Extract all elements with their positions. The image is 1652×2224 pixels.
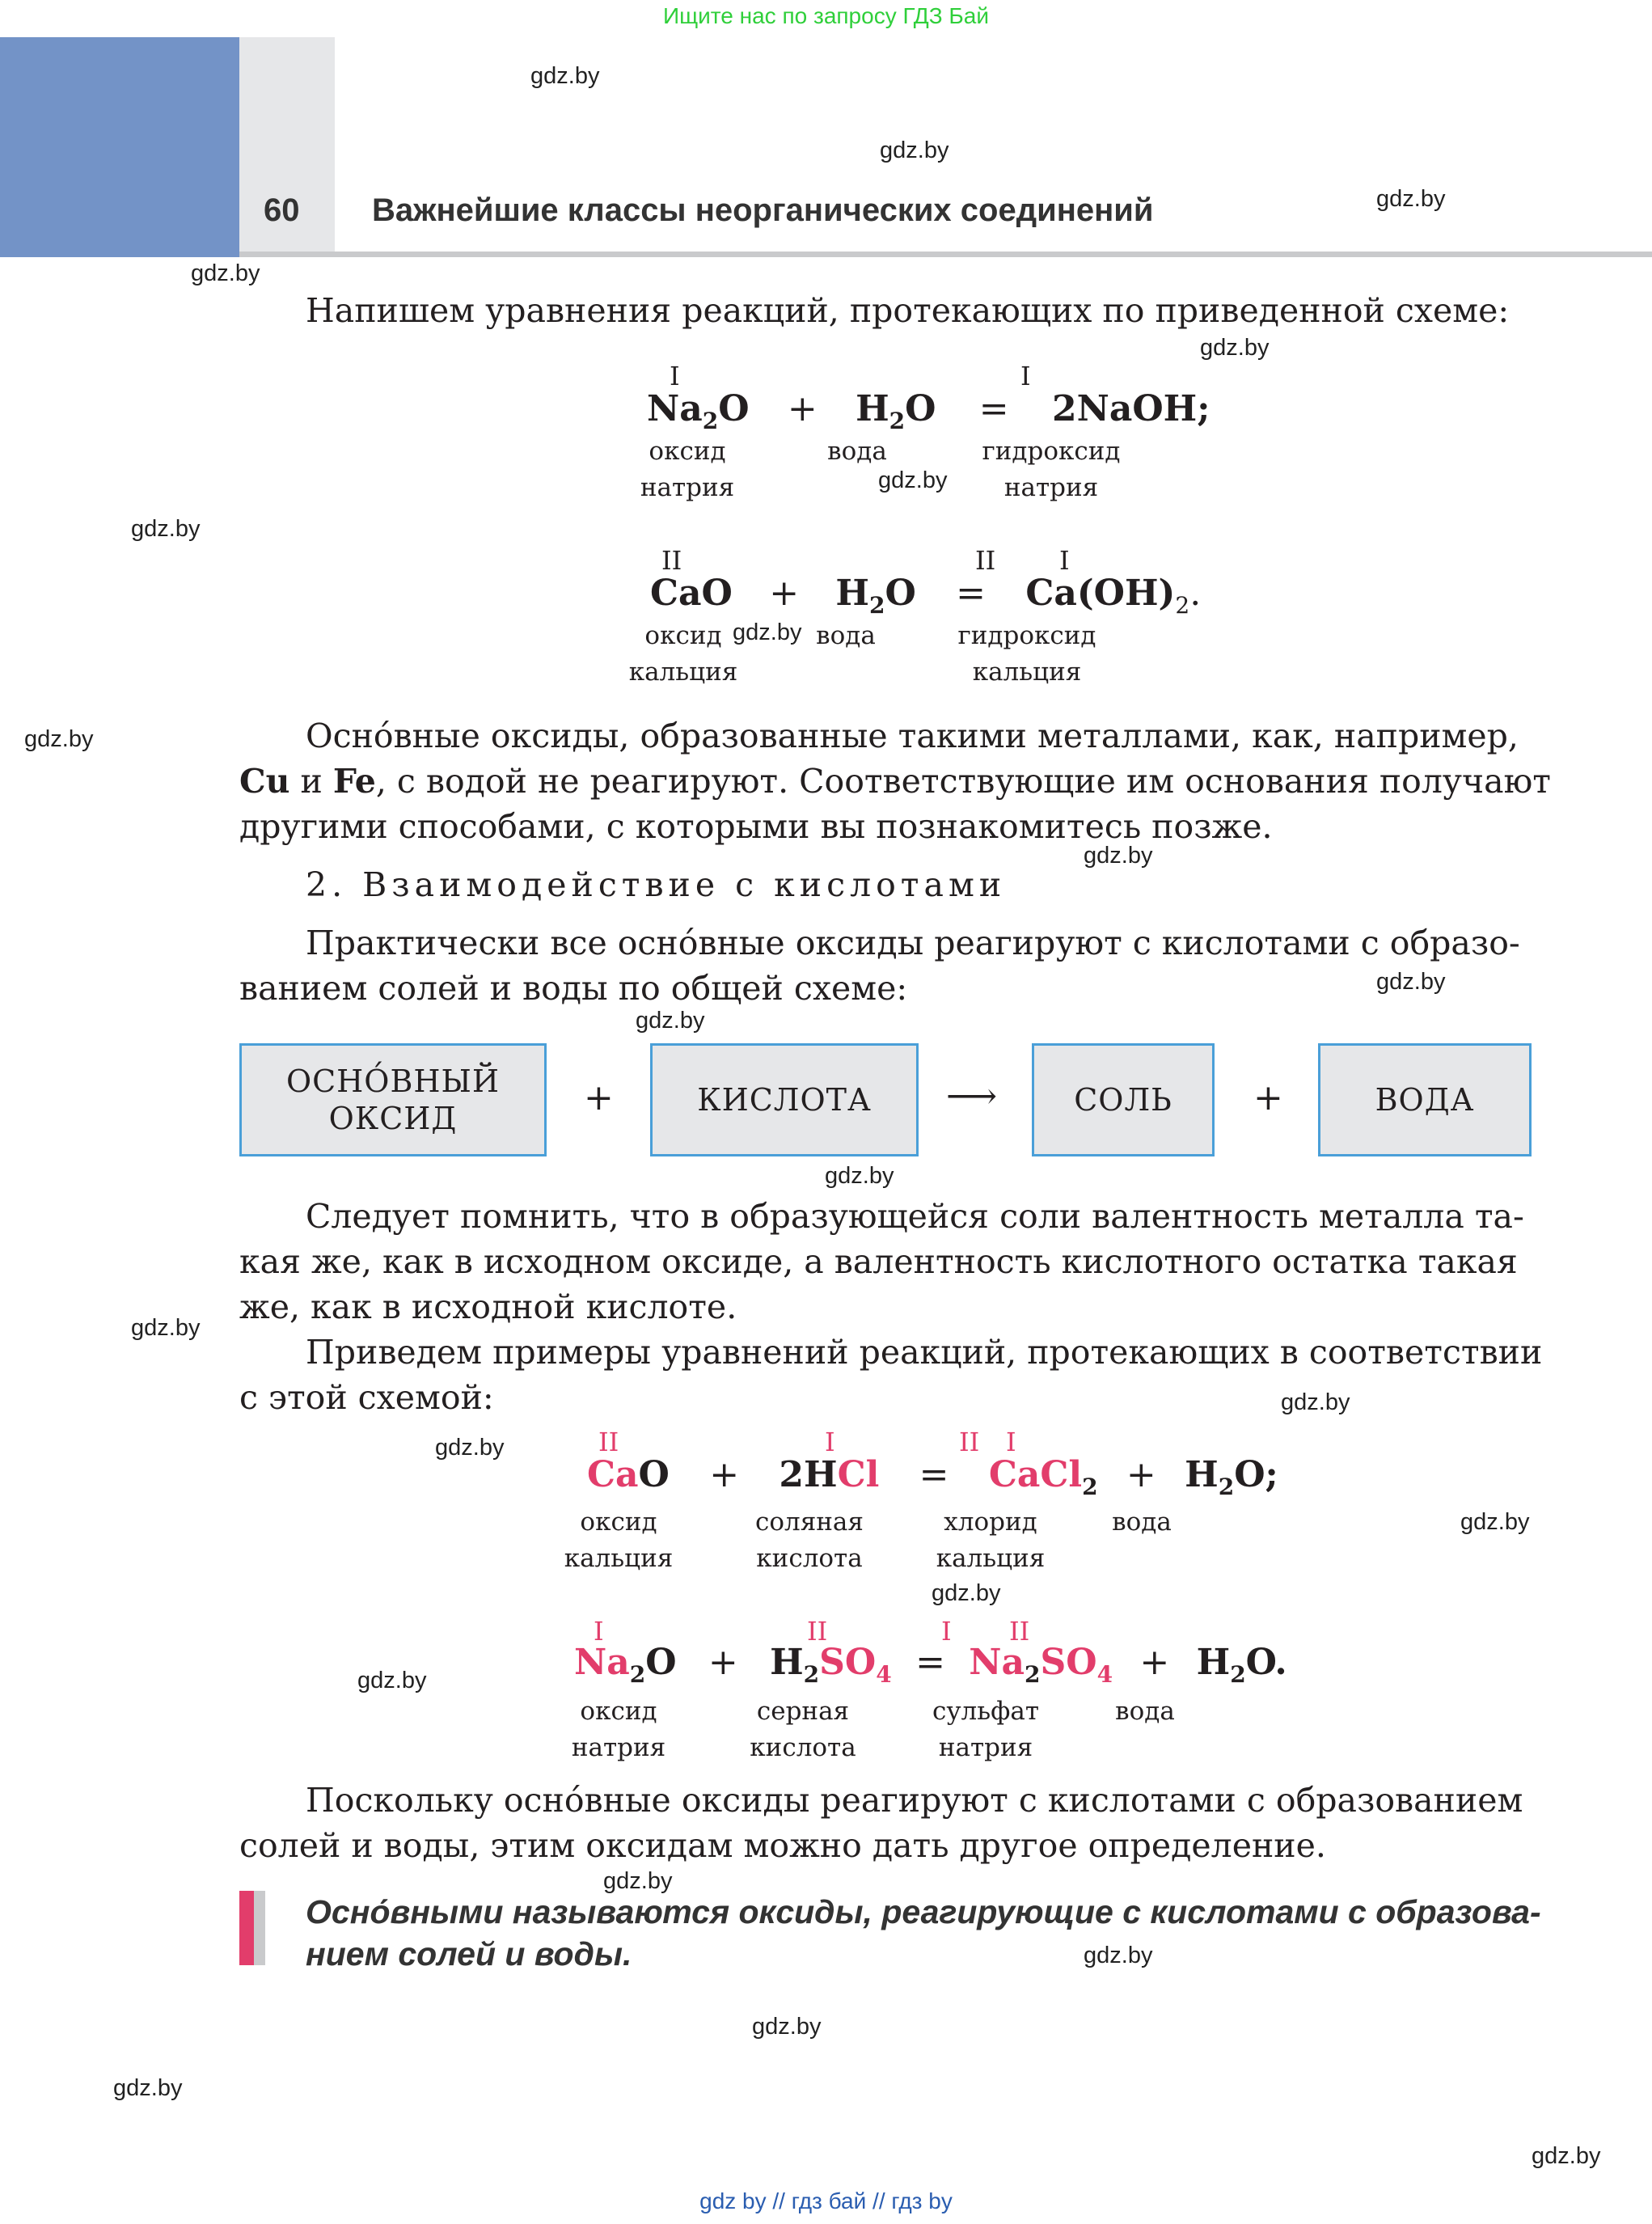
label-hydrochloric-acid: соляная кислота xyxy=(755,1507,864,1573)
definition-line: Осно́вными называются оксиды, реагирующие с кислотами с образова- xyxy=(306,1893,1541,1930)
watermark: gdz.by xyxy=(1532,2143,1601,2169)
paragraph-line: Поскольку осно́вные оксиды реагируют с кислотами с образованием xyxy=(306,1781,1523,1820)
paragraph-line: же, как в исходной кислоте. xyxy=(239,1287,737,1326)
watermark: gdz.by xyxy=(191,260,260,286)
equation-1: $Na_2O + H_2O$ = 2NaOH; xyxy=(647,388,1210,434)
label-sodium-hydroxide: гидроксид натрия xyxy=(982,437,1121,502)
header-rule xyxy=(239,252,1652,257)
watermark: gdz.by xyxy=(131,516,201,542)
label-sodium-oxide: оксид натрия xyxy=(571,1697,666,1762)
watermark: gdz.by xyxy=(1281,1389,1350,1415)
watermark: gdz.by xyxy=(1376,186,1446,212)
label-calcium-oxide: оксид кальция xyxy=(628,621,738,687)
valence-mark: II xyxy=(959,1427,980,1457)
paragraph-line: кая же, как в исходном оксиде, а валентность кислотного остатка такая xyxy=(239,1242,1518,1281)
watermark: gdz.by xyxy=(1084,843,1153,869)
scheme-box-salt: СОЛЬ xyxy=(1032,1043,1215,1156)
label-sodium-oxide: оксид натрия xyxy=(640,437,735,502)
watermark: gdz.by xyxy=(825,1163,894,1189)
arrow-icon: ⟶ xyxy=(946,1076,998,1117)
paragraph-line: Осно́вные оксиды, образованные такими металлами, как, например, xyxy=(306,717,1519,755)
footer-links[interactable]: gdz by // гдз бай // гдз by xyxy=(699,2188,953,2213)
watermark: gdz.by xyxy=(880,137,949,163)
equation-3: CaO + 2HCl = CaCl$_2$ + $H_2O$; xyxy=(587,1454,1278,1500)
definition-line: нием солей и воды. xyxy=(306,1935,632,1972)
definition-marker-shadow xyxy=(254,1891,265,1965)
watermark: gdz.by xyxy=(530,63,600,89)
valence-mark: I xyxy=(825,1427,835,1457)
label-water: вода xyxy=(816,621,876,650)
page-number: 60 xyxy=(264,192,300,228)
equation-2: CaO + $H_2O = Ca(OH)_2$. xyxy=(650,573,1202,619)
valence-mark: II xyxy=(1009,1616,1030,1647)
watermark: gdz.by xyxy=(878,467,948,493)
watermark: gdz.by xyxy=(733,619,802,645)
paragraph-line: Следует помнить, что в образующейся соли валентность металла та- xyxy=(306,1197,1524,1236)
valence-mark: I xyxy=(1059,545,1070,576)
scheme-box-basic-oxide: ОСНО́ВНЫЙ ОКСИД xyxy=(239,1043,547,1156)
valence-mark: II xyxy=(975,545,996,576)
valence-mark: I xyxy=(941,1616,952,1647)
paragraph-line: солей и воды, этим оксидам можно дать другое определение. xyxy=(239,1826,1326,1865)
watermark: gdz.by xyxy=(1460,1509,1530,1535)
label-sodium-sulfate: сульфат натрия xyxy=(932,1697,1040,1762)
valence-mark: I xyxy=(594,1616,604,1647)
label-calcium-hydroxide: гидроксид кальция xyxy=(957,621,1096,687)
plus-sign: + xyxy=(584,1077,614,1118)
label-water: вода xyxy=(827,437,887,466)
scheme-box-acid: КИСЛОТА xyxy=(650,1043,919,1156)
watermark: gdz.by xyxy=(357,1668,427,1693)
watermark: gdz.by xyxy=(131,1315,201,1341)
scheme-box-water: ВОДА xyxy=(1318,1043,1532,1156)
label-calcium-oxide: оксид кальция xyxy=(564,1507,674,1573)
equation-4: $Na_2O + H_2SO_4 = Na_2SO_4 + H_2O$. xyxy=(574,1642,1287,1688)
paragraph-line: с этой схемой: xyxy=(239,1378,494,1417)
watermark: gdz.by xyxy=(1200,335,1270,361)
label-water: вода xyxy=(1112,1507,1172,1537)
watermark: gdz.by xyxy=(603,1868,673,1894)
top-banner: Ищите нас по запросу ГДЗ Бай xyxy=(662,3,990,28)
plus-sign: + xyxy=(1253,1077,1283,1118)
watermark: gdz.by xyxy=(1376,969,1446,995)
watermark: gdz.by xyxy=(752,2014,822,2040)
intro-text: Напишем уравнения реакций, протекающих по приведенной схеме: xyxy=(306,291,1510,330)
paragraph-line: ванием солей и воды по общей схеме: xyxy=(239,969,908,1008)
watermark: gdz.by xyxy=(1084,1943,1153,1968)
paragraph-line: другими способами, с которыми вы познакомитесь позже. xyxy=(239,807,1273,846)
watermark: gdz.by xyxy=(435,1435,505,1461)
definition-marker xyxy=(239,1891,254,1965)
valence-mark: I xyxy=(1006,1427,1016,1457)
label-sulfuric-acid: серная кислота xyxy=(750,1697,856,1762)
label-calcium-chloride: хлорид кальция xyxy=(936,1507,1046,1573)
watermark: gdz.by xyxy=(113,2075,183,2101)
section-subheading: 2. Взаимодействие с кислотами xyxy=(306,865,1007,904)
chapter-title: Важнейшие классы неорганических соединений xyxy=(372,192,1154,228)
valence-mark: II xyxy=(661,545,682,576)
label-water: вода xyxy=(1115,1697,1175,1726)
valence-mark: I xyxy=(1020,361,1031,391)
paragraph-line: Приведем примеры уравнений реакций, протекающих в соответствии xyxy=(306,1333,1543,1372)
valence-mark: I xyxy=(670,361,680,391)
watermark: gdz.by xyxy=(24,726,94,752)
valence-mark: II xyxy=(598,1427,619,1457)
watermark: gdz.by xyxy=(636,1008,705,1034)
valence-mark: II xyxy=(807,1616,828,1647)
paragraph-line: Cu и Fe, с водой не реагируют. Соответствующие им основания получают xyxy=(239,762,1551,801)
watermark: gdz.by xyxy=(932,1580,1001,1606)
header-blue-block xyxy=(0,37,239,257)
paragraph-line: Практически все осно́вные оксиды реагируют с кислотами с образо- xyxy=(306,924,1520,962)
